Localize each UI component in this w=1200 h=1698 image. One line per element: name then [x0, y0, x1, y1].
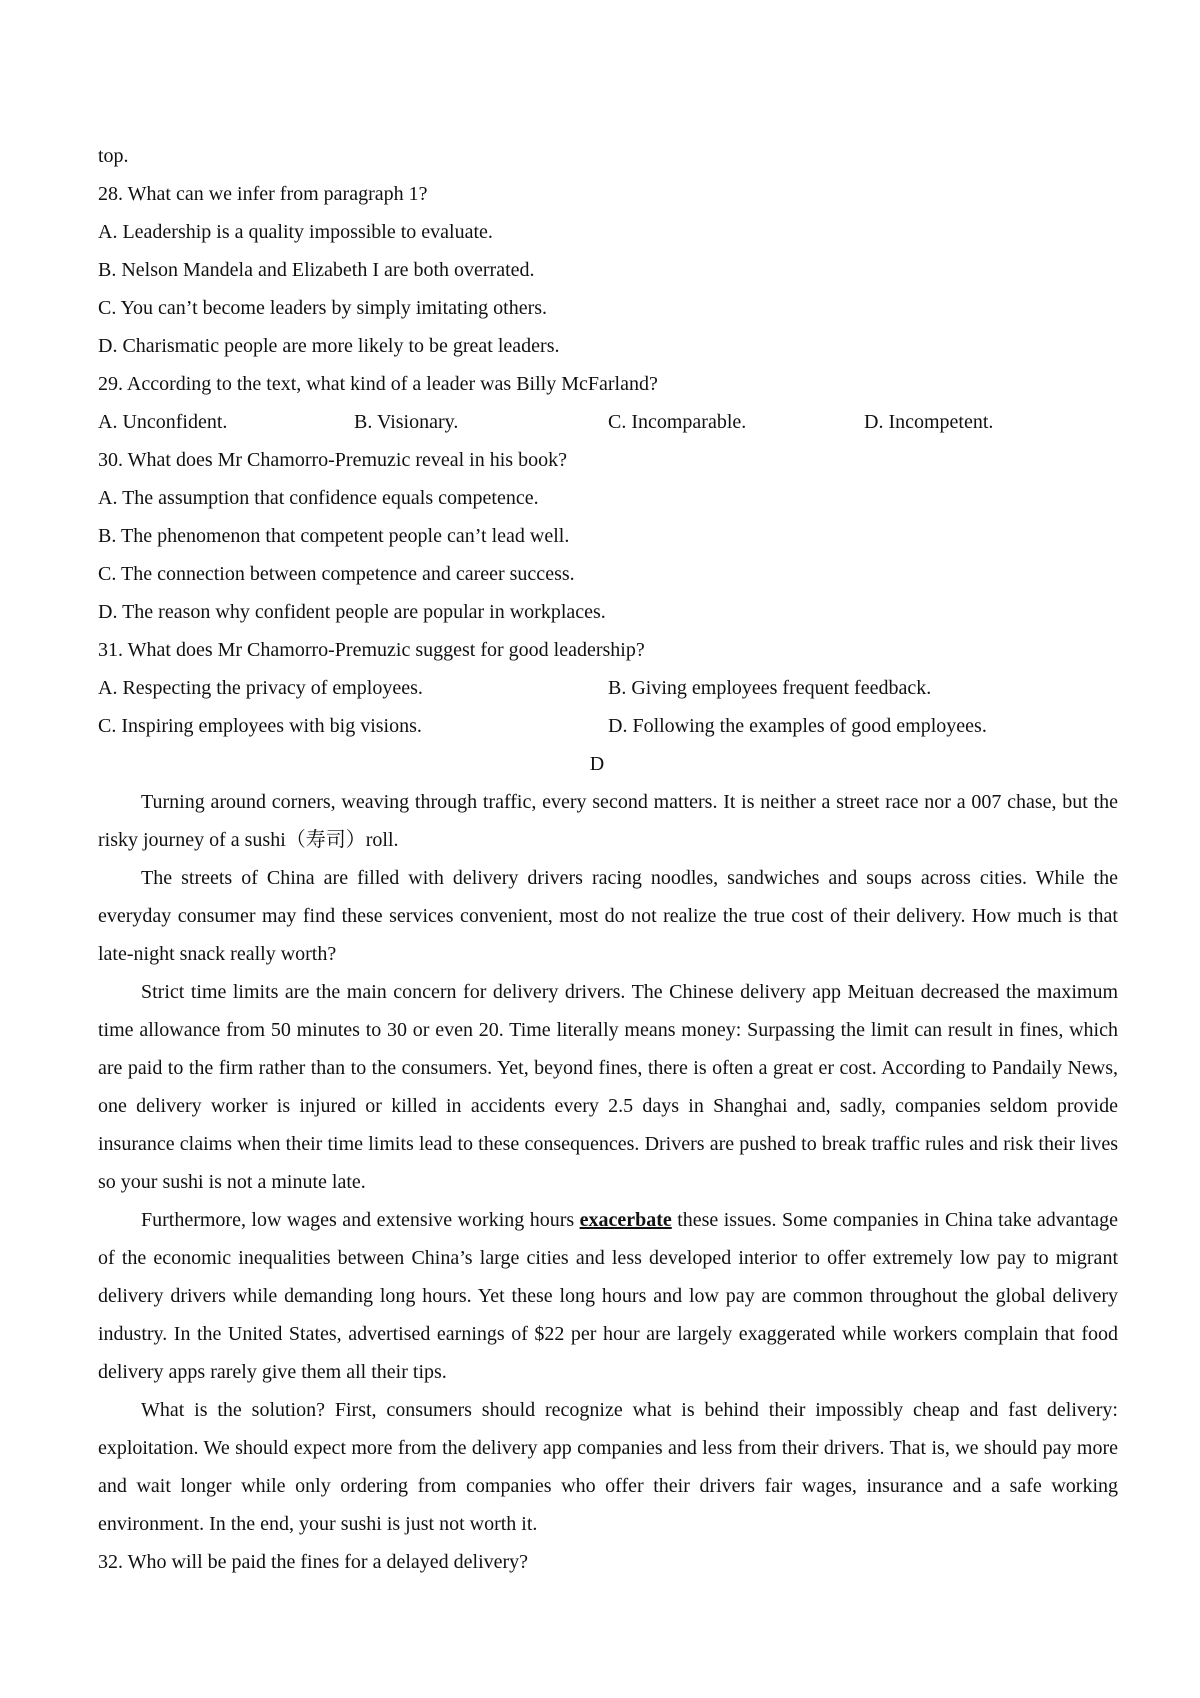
option-d: D. Incompetent. — [864, 411, 994, 433]
question-31 — [98, 631, 1118, 745]
question-stem: 31. What does Mr Chamorro-Premuzic suggest for good leadership? — [98, 639, 645, 661]
option-d: D. Following the examples of good employees. — [608, 715, 987, 737]
option-a: A. Leadership is a quality impossible to evaluate. — [98, 221, 493, 243]
option-b: B. Nelson Mandela and Elizabeth I are both overrated. — [98, 259, 535, 281]
question-32-stem: 32. Who will be paid the fines for a delayed delivery? — [98, 1551, 529, 1573]
option-a: A. Respecting the privacy of employees. — [98, 677, 423, 699]
options-row — [98, 403, 1118, 441]
passage — [98, 783, 1118, 1543]
paragraph-2: The streets of China are filled with delivery drivers racing noodles, sandwiches and soups across cities. While the everyday consumer may find these services convenient, most do not realize the true cost of their delivery. How much is that late-night snack really worth? — [98, 867, 1118, 965]
question-stem: 28. What can we infer from paragraph 1? — [98, 183, 428, 205]
paragraph-1: Turning around corners, weaving through traffic, every second matters. It is neither a street race nor a 007 chase, but the risky journey of a sushi（寿司）roll. — [98, 791, 1118, 851]
option-c: C. You can’t become leaders by simply imitating others. — [98, 297, 548, 319]
section-heading: D — [589, 753, 605, 775]
paragraph-text: these issues. Some companies in China take advantage of the economic inequalities between China’s large cities and less developed interior to offer extremely low pay to migrant delivery drivers while demanding long hours. Yet these long hours and low pay are common throughout the global delivery industry. In the United States, advertised earnings of $22 per hour are largely exaggerated while workers complain that food delivery apps rarely give them all their tips. — [98, 1209, 1118, 1383]
question-30 — [98, 441, 1118, 631]
option-a: A. Unconfident. — [98, 411, 228, 433]
vocabulary-keyword: exacerbate — [579, 1209, 672, 1231]
option-c: C. The connection between competence and career success. — [98, 563, 575, 585]
options-row — [98, 707, 1118, 745]
paragraph-3: Strict time limits are the main concern for delivery drivers. The Chinese delivery app Meituan decreased the maximum time allowance from 50 minutes to 30 or even 20. Time literally means money: Surpassing the limit can result in fines, which are paid to the firm rather than to the consumers. Yet, beyond fines, there is often a great er cost. According to Pandaily News, one delivery worker is injured or killed in accidents every 2.5 days in Shanghai and, sadly, companies seldom provide insurance claims when their time limits lead to these consequences. Drivers are pushed to break traffic rules and risk their lives so your sushi is not a minute late. — [98, 981, 1118, 1193]
option-c: C. Inspiring employees with big visions. — [98, 715, 422, 737]
option-c: C. Incomparable. — [608, 411, 747, 433]
question-stem: 29. According to the text, what kind of a leader was Billy McFarland? — [98, 373, 658, 395]
option-b: B. Visionary. — [354, 411, 459, 433]
continuation-text: top. — [98, 145, 129, 167]
option-d: D. Charismatic people are more likely to be great leaders. — [98, 335, 560, 357]
question-stem: 30. What does Mr Chamorro-Premuzic reveal in his book? — [98, 449, 567, 471]
paragraph-5: What is the solution? First, consumers should recognize what is behind their impossibly cheap and fast delivery: exploitation. We should expect more from the delivery app companies and less from their drivers. That is, we should pay more and wait longer while only ordering from companies who offer their drivers fair wages, insurance and a safe working environment. In the end, your sushi is just not worth it. — [98, 1399, 1118, 1535]
paragraph-text: Furthermore, low wages and extensive working hours — [141, 1209, 580, 1231]
option-b: B. The phenomenon that competent people can’t lead well. — [98, 525, 570, 547]
option-d: D. The reason why confident people are popular in workplaces. — [98, 601, 606, 623]
question-28 — [98, 175, 1118, 365]
option-b: B. Giving employees frequent feedback. — [608, 677, 932, 699]
option-a: A. The assumption that confidence equals competence. — [98, 487, 539, 509]
question-29 — [98, 365, 1118, 441]
options-row — [98, 669, 1118, 707]
paragraph-4 — [98, 1201, 1118, 1391]
document-content — [98, 137, 1118, 1581]
